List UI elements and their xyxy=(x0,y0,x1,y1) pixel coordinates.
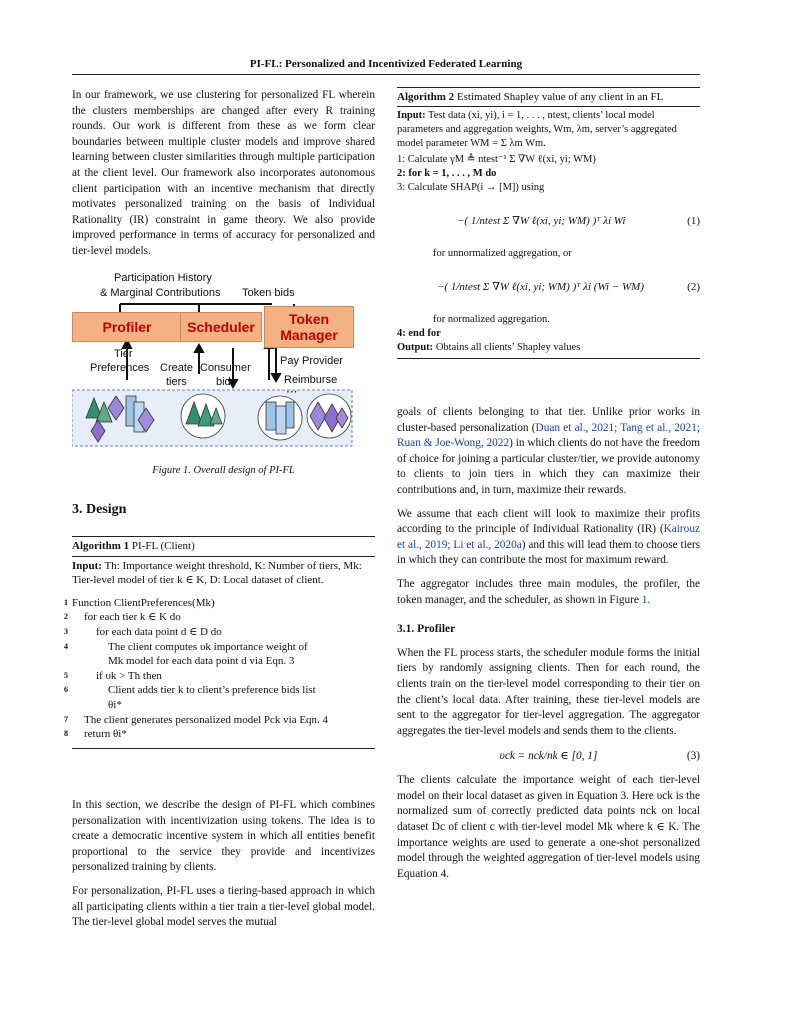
fig-label-token-bids: Token bids xyxy=(242,287,295,299)
citation-duan-tang-ruan[interactable]: Duan et al., 2021; Tang et al., 2021; Ruan & Joe-Wong, 2022 xyxy=(397,421,700,450)
algo1-line xyxy=(72,698,375,713)
algo1-line-number: 8 xyxy=(64,729,68,739)
svg-text:···: ··· xyxy=(286,385,298,399)
algo2-title xyxy=(397,88,700,107)
right-paragraph-2 xyxy=(397,507,700,569)
algo2-output-label: Output: xyxy=(397,342,434,353)
right-paragraph-1 xyxy=(397,405,700,499)
right-p2-text-end: ) and this will lead them to choose tiers in which they can contribute the most for maximum reward. xyxy=(397,538,701,567)
algo2-title-bold: Algorithm 2 xyxy=(397,91,455,103)
algo1-lines xyxy=(64,596,375,748)
algo1-title-text: PI-FL (Client) xyxy=(131,540,195,552)
citation-kairouz-li[interactable]: Kairouz et al., 2019; Li et al., 2020a xyxy=(397,523,700,551)
fig-label-tiers: tiers xyxy=(166,376,187,388)
algo1-line-number: 2 xyxy=(64,612,68,622)
page-header: PI-FL: Personalized and Incentivized Federated Learning xyxy=(249,58,523,70)
algo1-line xyxy=(64,596,375,611)
left-paragraph-2: For personalization, PI-FL uses a tiering-based approach in which all participating clients within a tier train a tier-level global model. The tier-level global model serves the mutual xyxy=(72,884,375,929)
algo2-line-4: 4: end for xyxy=(397,328,441,339)
algo1-line-number: 5 xyxy=(64,670,68,680)
right-p1-text-end: ) in which clients do not have the freedom of choice for joining a particular cluster/tier, we provide autonomy to clients to join tiers in which they can maximize their contributions and, in turn, maximize their rewards. xyxy=(397,437,700,496)
algo1-line-text: The client generates personalized model Pck via Eqn. 4 xyxy=(84,713,329,726)
algo2-eq2-num: (2) xyxy=(687,281,700,293)
algo1-input xyxy=(72,557,375,596)
algo1-line-text: return θi* xyxy=(84,728,127,741)
tier-1 xyxy=(181,394,225,438)
algo1-line xyxy=(64,625,375,640)
algo2-eq1-note: for unnormalized aggregation, or xyxy=(433,248,572,259)
section-profiler-heading: 3.1. Profiler xyxy=(397,623,456,636)
figure-1-ref[interactable]: 1 xyxy=(641,593,648,606)
algo2-eq2: −( 1/ntest Σ ∇W ℓ(xi, yi; WM) )ᵀ λi (Wi − WM) xyxy=(437,281,644,293)
algo1-line-number: 6 xyxy=(64,685,68,695)
algo1-input-label: Input: xyxy=(72,559,102,572)
algo1-line xyxy=(64,640,375,655)
fig-label-reimburse: Reimburse xyxy=(284,374,338,386)
algo2-input xyxy=(397,107,700,153)
intro-paragraph: In our framework, we use clustering for personalized FL wherein the clusters memberships are changed after every R training rounds. Our work is different from these as we form clear boundaries between multiple cluster models and improve shared learning between cluster similarities through multiple participation at the client level. Our framework also incorporates autonomous client participation with an incentive mechanism that directly motivates personalized training on the basis of Individual Rationality (IR) constraint in game theory. We also provide improved performance in terms of accuracy for personalized and tier-level models. xyxy=(72,89,375,257)
eq3: υck = nck/nk ∈ [0, 1] xyxy=(499,750,598,763)
right-body xyxy=(397,405,700,882)
algo2-eq1-num: (1) xyxy=(687,215,700,227)
algo1-line xyxy=(64,610,375,625)
figure-1 xyxy=(72,268,375,458)
fig-label-bids: bids xyxy=(216,376,237,388)
right-paragraph-4: When the FL process starts, the scheduler module forms the initial tiers by randomly assigning clients. Then for each round, the clients train on the tier-level model corresponding to their tier on the client’s local data. After training, these tier-level models are sent to the aggregator for tier-level aggregation. The aggregator aggregates the tier-level models and sends them to the clients. xyxy=(397,646,700,737)
token-manager-box: Token Manager xyxy=(264,306,354,348)
fig-label-create: Create xyxy=(160,362,194,374)
algo1-line-text: The client computes υk importance weight of xyxy=(108,640,308,653)
algo1-line-text: θi* xyxy=(108,698,122,711)
algo1-line-number: 7 xyxy=(64,714,68,724)
algo2-eq1: −( 1/ntest Σ ∇W ℓ(xi, yi; WM) )ᵀ λi Wi xyxy=(457,215,626,227)
fig-label-pay-provider: Pay Provider xyxy=(280,355,343,367)
algorithm-2 xyxy=(397,87,700,359)
algo1-line xyxy=(64,713,375,728)
algo2-line-1: 1: Calculate γM ≜ ntest⁻¹ Σ ∇W ℓ(xi, yi; WM) xyxy=(397,154,596,165)
algo1-line-number: 4 xyxy=(64,641,68,651)
algo1-line-number: 1 xyxy=(64,597,68,607)
right-paragraph-5: The clients calculate the importance weight of each tier-level model on their local dataset as given in Equation 3. Here υck is the normalized sum of correctly predicted data points nck on local dataset Dc of client c with tier-level model Mk where k ∈ K. The importance weights are used to generate a one-shot personalized model through the weighted aggregation of tier-level models using Equation 4. xyxy=(397,774,700,880)
figure-caption: Figure 1. Overall design of PI-FL xyxy=(152,465,295,476)
tier-2 xyxy=(258,396,302,440)
header-rule xyxy=(72,74,700,75)
right-p2-text: We assume that each client will look to maximize their profits according to the principle of Individual Rationality (IR) ( xyxy=(397,507,700,536)
algo1-line xyxy=(64,683,375,698)
fig-label-consumer: Consumer xyxy=(200,362,251,374)
scheduler-box: Scheduler xyxy=(180,312,262,342)
fig-label-history: Participation History xyxy=(114,272,212,284)
algo1-line-number: 3 xyxy=(64,626,68,636)
right-paragraph-3 xyxy=(397,577,700,608)
algo2-line-3: 3: Calculate SHAP(i → [M]) using xyxy=(397,182,545,193)
algo2-output xyxy=(397,341,700,358)
algo1-line xyxy=(64,727,375,742)
algo2-line-2: 2: for k = 1, . . . , M do xyxy=(397,168,497,179)
left-paragraph-1: In this section, we describe the design of PI-FL which combines personalization with incentivization using tokens. The idea is to create a democratic incentive system in which all entities benefit proportional to the service they provide and incentivizes personalized training by clients. xyxy=(72,799,375,874)
fig-label-contrib: & Marginal Contributions xyxy=(100,287,221,299)
algo2-input-text: Test data (xi, yi), i = 1, . . . , ntest, clients’ local model parameters and aggregation weights, Wm, λm, server’s aggregated model parameter WM = Σ λm Wm. xyxy=(397,110,677,149)
algo2-title-text: Estimated Shapley value of any client in an FL xyxy=(456,91,664,103)
algo1-line-text: if υk > Th then xyxy=(96,669,162,682)
algo2-eq1-row xyxy=(397,195,700,247)
algo2-output-text: Obtains all clients’ Shapley values xyxy=(435,342,581,353)
left-intro xyxy=(72,88,375,260)
algo1-line-text: for each data point d ∈ D do xyxy=(96,625,222,638)
right-p3-text: The aggregator includes three main modules, the profiler, the token manager, and the scheduler, as shown in Figure xyxy=(397,577,700,606)
profiler-box: Profiler xyxy=(72,312,182,342)
algo1-title-bold: Algorithm 1 xyxy=(72,540,130,552)
algo1-line-text: for each tier k ∈ K do xyxy=(84,611,181,624)
algo2-eq2-note: for normalized aggregation. xyxy=(433,314,550,325)
algo1-line xyxy=(72,654,375,669)
algo1-line xyxy=(64,669,375,684)
fig-label-preferences: Preferences xyxy=(90,362,150,374)
right-p1-text: goals of clients belonging to that tier. Unlike prior works in cluster-based personalization ( xyxy=(397,406,700,434)
eq3-row xyxy=(397,739,700,773)
algo2-eq2-row xyxy=(397,261,700,313)
section-design-heading: 3. Design xyxy=(72,502,127,517)
eq3-num: (3) xyxy=(686,750,700,763)
algo1-title xyxy=(72,537,375,557)
algo1-line-text: Mk model for each data point d via Eqn. 3 xyxy=(108,655,295,668)
algo1-line-text: Function ClientPreferences(Mk) xyxy=(72,596,215,609)
algo1-input-text: Th: Importance weight threshold, K: Number of tiers, Mk: Tier-level model of tier k ∈ K, D: Local dataset of client. xyxy=(72,559,362,587)
algo2-input-label: Input: xyxy=(397,110,426,121)
tier-3 xyxy=(307,394,351,438)
algorithm-1 xyxy=(64,536,375,749)
fig-label-tier: Tier xyxy=(114,348,133,360)
left-body xyxy=(72,798,375,931)
right-p3-text-end: . xyxy=(647,593,651,606)
algo1-line-text: Client adds tier k to client’s preference bids list xyxy=(108,684,316,697)
